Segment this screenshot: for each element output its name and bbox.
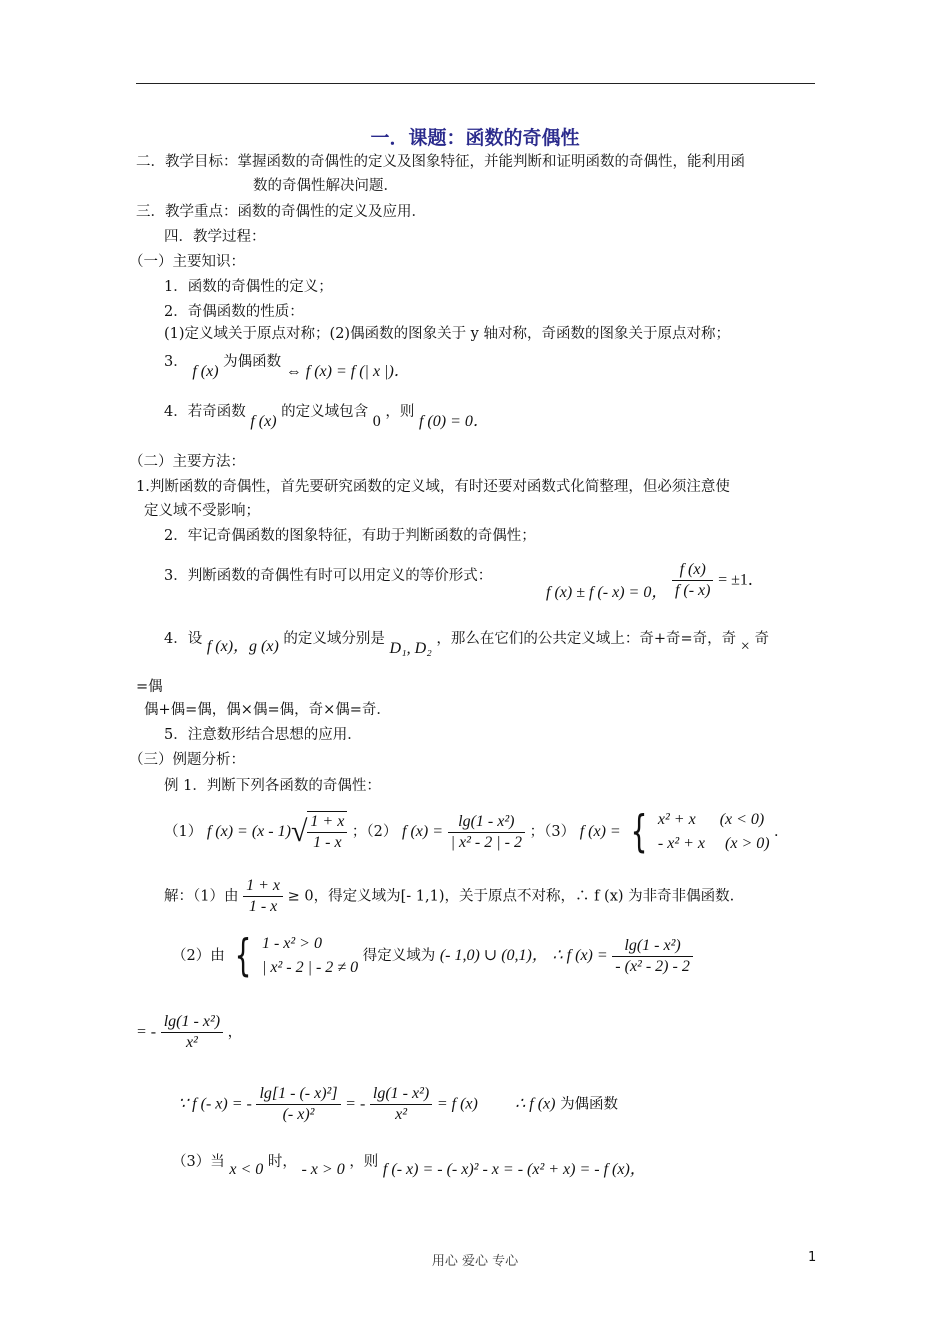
methods-item4 xyxy=(164,629,769,657)
solution-denominator: 1 - x xyxy=(248,898,278,915)
item4-prefix: 4．设 xyxy=(164,631,203,647)
item4-domains: D₁, D₂ xyxy=(389,640,432,657)
s2c-numerator2: lg(1 - x²) xyxy=(370,1084,432,1105)
solution-numerator: 1 + x xyxy=(243,876,283,897)
item4-mid: 的定义域分别是 xyxy=(283,631,385,647)
methods-item1-line1: 1.判断函数的奇偶性，首先要研究函数的定义域，有时还要对函数式化简整理，但必须注意使 xyxy=(136,479,730,495)
page-number: 1 xyxy=(808,1250,817,1265)
s2-case1: 1 - x² > 0 xyxy=(261,935,322,952)
item4-prefix: 4．若奇函数 xyxy=(164,404,246,420)
methods-item4-line2: 偶+偶=偶，偶×偶=偶，奇×偶=奇． xyxy=(144,702,391,718)
knowledge-heading: （一）主要知识： xyxy=(129,254,245,270)
s2c-conclusion: ∴ f (x) xyxy=(515,1095,556,1113)
methods-item5: 5．注意数形结合思想的应用． xyxy=(164,727,362,743)
item3-f: f (x) xyxy=(192,363,219,380)
part1-label: （1） xyxy=(164,824,203,840)
s3-negative: - x > 0 xyxy=(301,1161,345,1178)
methods-item3: 3．判断函数的奇偶性有时可以用定义的等价形式： xyxy=(164,568,493,584)
s2-domain-value: (- 1,0) ∪ (0,1)， xyxy=(439,947,548,964)
s2b-prefix: = - xyxy=(136,1023,157,1041)
part1-eq: f (x) = (x - 1) xyxy=(206,823,291,840)
s2b-fraction xyxy=(161,1012,223,1053)
s2c-numerator1: lg[1 - (- x)²] xyxy=(256,1084,340,1105)
part3-eq: f (x) = xyxy=(579,823,621,840)
s2c-conclusion-text: 为偶函数 xyxy=(560,1096,619,1113)
s2-therefore: ∴ f (x) = xyxy=(552,947,608,964)
methods-item1-line2: 定义域不受影响； xyxy=(144,503,260,519)
left-brace-icon: { xyxy=(630,806,648,857)
s2c-because: ∵ f (- x) = - xyxy=(178,1095,252,1113)
s2-fraction xyxy=(612,936,693,977)
s2b-comma: ， xyxy=(227,1024,243,1041)
item4-then: ，则 xyxy=(385,404,415,420)
item3-denominator: f (- x) xyxy=(674,582,711,599)
s3-then: ，则 xyxy=(349,1154,379,1170)
item3-eq1: f (x) ± f (- x) = 0， xyxy=(546,583,668,601)
item4-rest: ，那么在它们的公共定义域上：奇+奇=奇，奇 xyxy=(436,631,737,647)
methods-heading: （二）主要方法： xyxy=(129,454,245,470)
s2c-end: = f (x) xyxy=(436,1095,478,1113)
objectives-line1: 二．教学目标：掌握函数的奇偶性的定义及图象特征，并能判断和证明函数的奇偶性，能利用函 xyxy=(136,154,745,170)
part2-label: ；（2） xyxy=(351,824,398,840)
s3-condition: x < 0 xyxy=(229,1161,264,1178)
part2-fraction xyxy=(448,812,525,853)
solution-part3 xyxy=(172,1152,646,1178)
part3-end: . xyxy=(774,823,779,840)
s2c-denominator2: x² xyxy=(395,1106,408,1123)
page-title: 一．课题：函数的奇偶性 xyxy=(370,127,580,149)
solution-text: ≥ 0，得定义域为[- 1,1)，关于原点不对称，∴ f (x) 为非奇非偶函数. xyxy=(287,888,735,905)
s2-numerator: lg(1 - x²) xyxy=(612,936,693,957)
item4-times: × xyxy=(740,638,750,655)
example1-heading: 例 1．判断下列各函数的奇偶性： xyxy=(164,778,381,794)
item3-prefix: 3． xyxy=(164,354,188,370)
item3-numerator: f (x) xyxy=(672,560,714,581)
part3-case1: x² + x (x < 0) xyxy=(657,811,765,828)
item4-mid: 的定义域包含 xyxy=(281,404,369,420)
example1-parts xyxy=(164,808,778,856)
solution-part1 xyxy=(164,876,734,917)
part1-denominator: 1 - x xyxy=(313,834,342,851)
item4-functions: f (x)，g (x) xyxy=(206,638,279,655)
focus-line: 三．教学重点：函数的奇偶性的定义及应用． xyxy=(136,204,426,220)
s2-case2: | x² - 2 | - 2 ≠ 0 xyxy=(261,959,359,976)
s2b-numerator: lg(1 - x²) xyxy=(161,1012,223,1033)
item4-eq: f (0) = 0． xyxy=(418,413,489,430)
part3-cases xyxy=(658,808,770,856)
objectives-line2: 数的奇偶性解决问题． xyxy=(253,178,398,194)
solution-prefix: 解：（1）由 xyxy=(164,888,239,905)
part1-numerator: 1 + x xyxy=(307,812,347,833)
part2-numerator: lg(1 - x²) xyxy=(448,812,525,833)
item3-text: 为偶函数 xyxy=(223,354,282,370)
item4-zero: 0 xyxy=(372,413,381,430)
knowledge-item2-detail: (1)定义域关于原点对称；(2)偶函数的图象关于 y 轴对称，奇函数的图象关于原点对称； xyxy=(164,326,730,342)
methods-item4-wrap: =偶 xyxy=(136,679,163,695)
solution-part2b xyxy=(136,1012,242,1053)
s2b-denominator: x² xyxy=(185,1034,198,1051)
s2c-fraction1 xyxy=(256,1084,340,1125)
process-heading: 四．教学过程： xyxy=(164,229,266,245)
solution-fraction xyxy=(243,876,283,917)
part2-eq: f (x) = xyxy=(402,823,444,840)
sqrt-icon: √ xyxy=(290,815,308,848)
knowledge-item4 xyxy=(164,402,489,430)
page-footer: 用心 爱心 专心 xyxy=(431,1254,519,1269)
s2c-mid: = - xyxy=(345,1095,366,1113)
s2-prefix: （2）由 xyxy=(172,948,225,964)
item4-f: f (x) xyxy=(250,413,277,430)
s2-denominator: - (x² - 2) - 2 xyxy=(615,957,690,975)
s2c-denominator1: (- x)² xyxy=(282,1106,315,1123)
item3-fraction xyxy=(672,560,714,601)
item3-eq2: = ±1． xyxy=(718,571,764,589)
s2-domain: 得定义域为 xyxy=(362,948,436,964)
s2-cases xyxy=(262,932,358,980)
part3-case2: - x² + x (x > 0) xyxy=(657,835,770,852)
s3-equation: f (- x) = - (- x)² - x = - (x² + x) = - f (x)， xyxy=(382,1161,646,1178)
left-brace-icon: { xyxy=(234,930,252,981)
item4-end: 奇 xyxy=(754,631,769,647)
knowledge-item2: 2．奇偶函数的性质： xyxy=(164,304,304,320)
part3-label: ；（3） xyxy=(529,824,576,840)
s3-when: 时， xyxy=(267,1154,297,1170)
s3-prefix: （3）当 xyxy=(172,1154,225,1170)
item3-eq: ⇔ f (x) = f (| x |)． xyxy=(285,363,410,380)
part1-fraction xyxy=(307,811,347,853)
methods-item3-formula xyxy=(546,560,764,601)
solution-part2c xyxy=(178,1084,618,1125)
examples-heading: （三）例题分析： xyxy=(129,752,245,768)
solution-part2 xyxy=(172,932,693,980)
s2c-fraction2 xyxy=(370,1084,432,1125)
header-rule xyxy=(136,83,815,84)
knowledge-item1: 1．函数的奇偶性的定义； xyxy=(164,279,333,295)
knowledge-item3 xyxy=(164,352,410,380)
part2-denominator: | x² - 2 | - 2 xyxy=(450,833,522,851)
methods-item2: 2．牢记奇偶函数的图象特征，有助于判断函数的奇偶性； xyxy=(164,528,536,544)
